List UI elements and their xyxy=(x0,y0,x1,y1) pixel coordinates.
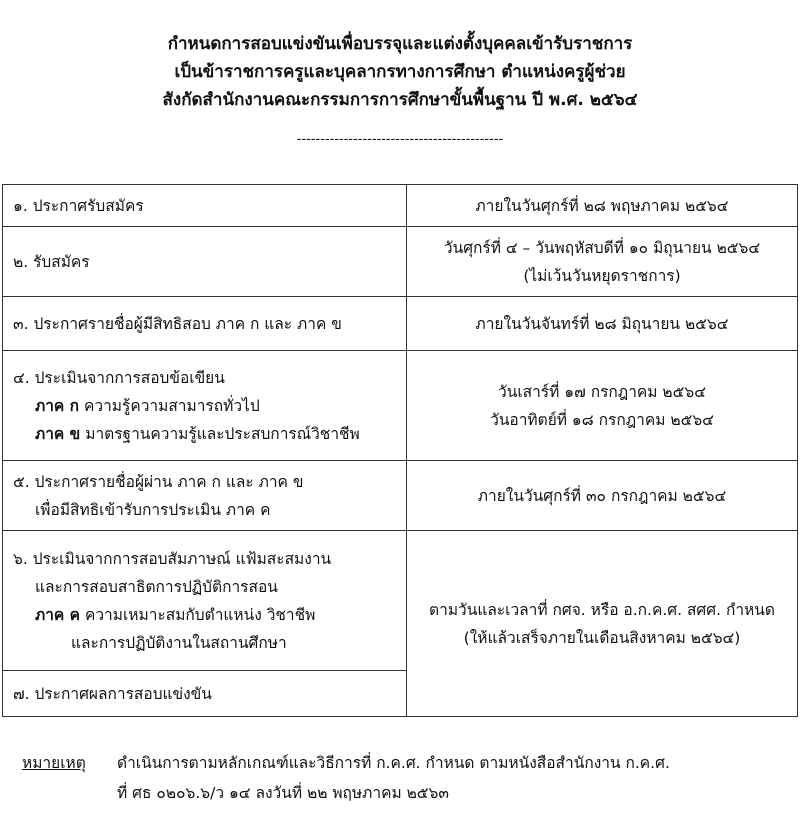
part-desc: ความรู้ความสามารถทั่วไป xyxy=(79,396,260,415)
step-cell xyxy=(3,351,407,461)
doc-title-line-1: กำหนดการสอบแข่งขันเพื่อบรรจุและแต่งตั้งบุคคลเข้ารับราชการ xyxy=(167,34,633,54)
step-label: ๑. ประกาศรับสมัคร xyxy=(13,196,144,215)
step-label-cont: และการสอบสาธิตการปฏิบัติการสอน xyxy=(35,577,278,596)
part-label: ภาค ข xyxy=(35,424,81,443)
date-cell xyxy=(407,461,798,531)
date-note: (ไม่เว้นวันหยุดราชการ) xyxy=(523,266,681,285)
note-line: ที่ ศธ ๐๒๐๖.๖/ว ๑๔ ลงวันที่ ๒๒ พฤษภาคม ๒๕๖๓ xyxy=(117,784,449,802)
date-cell xyxy=(407,185,798,227)
step-cell xyxy=(3,227,407,297)
date-note: (ให้แล้วเสร็จภายในเดือนสิงหาคม ๒๕๖๔) xyxy=(463,628,741,647)
part-label: ภาค ก xyxy=(35,396,80,415)
step-label: ๓. ประกาศรายชื่อผู้มีสิทธิสอบ ภาค ก และ ภาค ข xyxy=(13,314,342,333)
part-desc: ความเหมาะสมกับตำแหน่ง วิชาชีพ xyxy=(80,605,316,624)
step-cell xyxy=(3,671,407,717)
table-row xyxy=(3,531,798,671)
step-subitem xyxy=(13,392,396,420)
doc-title-line-3: สังกัดสำนักงานคณะกรรมการการศึกษาขั้นพื้นฐาน ปี พ.ศ. ๒๕๖๔ xyxy=(162,90,638,110)
date-label: ตามวันและเวลาที่ กศจ. หรือ อ.ก.ค.ศ. สศศ. กำหนด xyxy=(429,600,775,619)
date-cell xyxy=(407,531,798,717)
date-cell xyxy=(407,297,798,351)
separator-line: -------------------------------------------- xyxy=(296,132,504,147)
table-row xyxy=(3,351,798,461)
step-cell xyxy=(3,461,407,531)
part-label: ภาค ค xyxy=(35,605,81,624)
step-cell xyxy=(3,185,407,227)
step-label-cont: เพื่อมีสิทธิเข้ารับการประเมิน ภาค ค xyxy=(35,500,271,519)
table-row xyxy=(3,461,798,531)
schedule-table xyxy=(2,184,798,717)
table-row xyxy=(3,227,798,297)
step-label-cont: และการปฏิบัติงานในสถานศึกษา xyxy=(71,633,287,652)
table-row xyxy=(3,297,798,351)
date-label: วันอาทิตย์ที่ ๑๘ กรกฎาคม ๒๕๖๔ xyxy=(490,410,714,429)
step-label: ๒. รับสมัคร xyxy=(13,252,90,271)
step-label: ๕. ประกาศรายชื่อผู้ผ่าน ภาค ก และ ภาค ข xyxy=(13,472,304,491)
table-row xyxy=(3,185,798,227)
date-cell xyxy=(407,351,798,461)
step-label: ๖. ประเมินจากการสอบสัมภาษณ์ แฟ้มสะสมงาน xyxy=(13,549,332,568)
date-cell xyxy=(407,227,798,297)
date-label: วันเสาร์ที่ ๑๗ กรกฎาคม ๒๕๖๔ xyxy=(498,382,706,401)
step-subitem xyxy=(13,601,396,629)
note-line: ดำเนินการตามหลักเกณฑ์และวิธีการที่ ก.ค.ศ. กำหนด ตามหนังสือสำนักงาน ก.ค.ศ. xyxy=(117,754,670,772)
note-text xyxy=(117,748,670,808)
step-cell xyxy=(3,531,407,671)
step-subitem xyxy=(13,420,396,448)
note-label: หมายเหตุ xyxy=(22,754,86,772)
step-label: ๗. ประกาศผลการสอบแข่งขัน xyxy=(13,684,212,703)
step-cell xyxy=(3,297,407,351)
part-desc: มาตรฐานความรู้และประสบการณ์วิชาชีพ xyxy=(80,424,360,443)
date-label: ภายในวันจันทร์ที่ ๒๘ มิถุนายน ๒๕๖๔ xyxy=(475,314,729,333)
date-label: ภายในวันศุกร์ที่ ๒๘ พฤษภาคม ๒๕๖๔ xyxy=(475,196,729,215)
date-label: ภายในวันศุกร์ที่ ๓๐ กรกฎาคม ๒๕๖๔ xyxy=(477,486,727,505)
date-label: วันศุกร์ที่ ๔ – วันพฤหัสบดีที่ ๑๐ มิถุนายน ๒๕๖๔ xyxy=(443,238,761,257)
doc-title-line-2: เป็นข้าราชการครูและบุคลากรทางการศึกษา ตำแหน่งครูผู้ช่วย xyxy=(174,62,626,82)
step-label: ๔. ประเมินจากการสอบข้อเขียน xyxy=(13,368,225,387)
